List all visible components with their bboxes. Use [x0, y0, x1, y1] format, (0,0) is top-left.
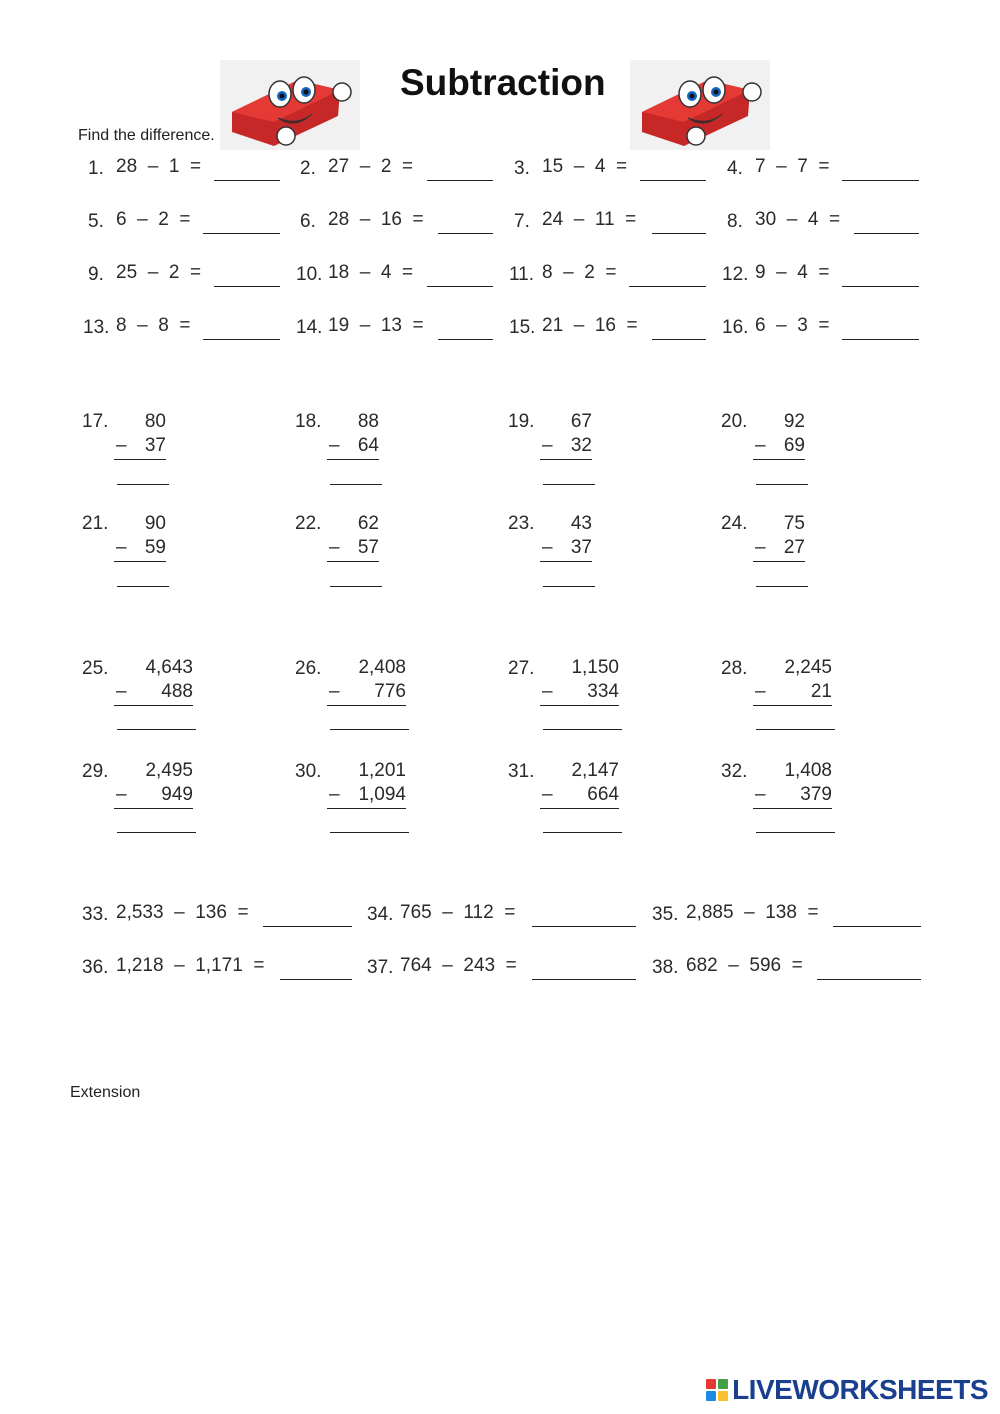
problem-expression: 1,218 – 1,171 = — [116, 955, 265, 976]
answer-blank[interactable] — [756, 484, 808, 485]
problem-number: 18. — [295, 411, 322, 432]
problem-expression: 6 – 3 = — [755, 315, 830, 336]
problem-number: 9. — [88, 264, 104, 285]
minus-sign: – — [329, 537, 340, 558]
sum-line — [540, 561, 592, 562]
problem-number: 31. — [508, 761, 535, 782]
answer-blank[interactable] — [543, 832, 622, 833]
sum-line — [114, 808, 193, 809]
brand-mark-icon — [706, 1379, 728, 1401]
subtrahend: 32 — [570, 435, 592, 456]
problem-number: 15. — [509, 317, 536, 338]
eraser-mascot-left — [220, 60, 360, 150]
minus-sign: – — [329, 681, 340, 702]
problem-expression: 15 – 4 = — [542, 156, 628, 177]
subtrahend: 69 — [783, 435, 805, 456]
sum-line — [327, 459, 379, 460]
problem-number: 33. — [82, 904, 109, 925]
problem-number: 37. — [367, 957, 394, 978]
minus-sign: – — [329, 435, 340, 456]
problem-number: 17. — [82, 411, 109, 432]
problem-expression: 6 – 2 = — [116, 209, 191, 230]
problem-number: 2. — [300, 158, 316, 179]
problem-expression: 682 – 596 = — [686, 955, 803, 976]
problem-expression: 8 – 2 = — [542, 262, 617, 283]
problem-number: 26. — [295, 658, 322, 679]
eraser-mascot-right — [630, 60, 770, 150]
problem-expression: 7 – 7 = — [755, 156, 830, 177]
problem-number: 35. — [652, 904, 679, 925]
minuend: 1,408 — [784, 760, 832, 781]
problem-expression: 28 – 1 = — [116, 156, 202, 177]
brand-name: LIVEWORKSHEETS — [732, 1374, 988, 1405]
minuend: 2,245 — [784, 657, 832, 678]
subtrahend: 488 — [161, 681, 193, 702]
answer-blank[interactable] — [756, 729, 835, 730]
answer-blank[interactable] — [117, 484, 169, 485]
problem-number: 8. — [727, 211, 743, 232]
problem-number: 6. — [300, 211, 316, 232]
answer-blank[interactable] — [203, 233, 280, 234]
sum-line — [327, 808, 406, 809]
problem-number: 23. — [508, 513, 535, 534]
sum-line — [114, 561, 166, 562]
answer-blank[interactable] — [543, 484, 595, 485]
problem-number: 29. — [82, 761, 109, 782]
problem-number: 1. — [88, 158, 104, 179]
problem-expression: 25 – 2 = — [116, 262, 202, 283]
minus-sign: – — [755, 784, 766, 805]
minus-sign: – — [116, 784, 127, 805]
answer-blank[interactable] — [543, 586, 595, 587]
problem-expression: 8 – 8 = — [116, 315, 191, 336]
sum-line — [327, 705, 406, 706]
problem-number: 16. — [722, 317, 749, 338]
sum-line — [540, 808, 619, 809]
problem-number: 5. — [88, 211, 104, 232]
answer-blank[interactable] — [833, 926, 921, 927]
minuend: 62 — [357, 513, 379, 534]
answer-blank[interactable] — [214, 180, 280, 181]
subtrahend: 664 — [587, 784, 619, 805]
answer-blank[interactable] — [532, 979, 636, 980]
problem-expression: 24 – 11 = — [542, 209, 637, 230]
problem-expression: 2,885 – 138 = — [686, 902, 819, 923]
problem-expression: 21 – 16 = — [542, 315, 638, 336]
minus-sign: – — [542, 435, 553, 456]
answer-blank[interactable] — [652, 233, 706, 234]
answer-blank[interactable] — [330, 586, 382, 587]
problem-number: 25. — [82, 658, 109, 679]
minuend: 1,150 — [571, 657, 619, 678]
problem-number: 4. — [727, 158, 743, 179]
answer-blank[interactable] — [330, 729, 409, 730]
problem-number: 36. — [82, 957, 109, 978]
sum-line — [753, 808, 832, 809]
answer-blank[interactable] — [842, 339, 919, 340]
problem-number: 20. — [721, 411, 748, 432]
sum-line — [540, 459, 592, 460]
eraser-mascot-icon — [630, 60, 770, 150]
extension-label: Extension — [70, 1084, 141, 1101]
liveworksheets-logo — [706, 1374, 988, 1406]
answer-blank[interactable] — [438, 339, 493, 340]
problem-number: 14. — [296, 317, 323, 338]
minuend: 2,408 — [358, 657, 406, 678]
answer-blank[interactable] — [117, 832, 196, 833]
minus-sign: – — [116, 435, 127, 456]
problem-number: 38. — [652, 957, 679, 978]
sum-line — [753, 459, 805, 460]
subtrahend: 949 — [161, 784, 193, 805]
subtrahend: 37 — [570, 537, 592, 558]
subtrahend: 57 — [357, 537, 379, 558]
answer-blank[interactable] — [214, 286, 280, 287]
problem-expression: 2,533 – 136 = — [116, 902, 249, 923]
answer-blank[interactable] — [543, 729, 622, 730]
subtrahend: 59 — [144, 537, 166, 558]
answer-blank[interactable] — [280, 979, 352, 980]
problem-expression: 19 – 13 = — [328, 315, 424, 336]
answer-blank[interactable] — [438, 233, 493, 234]
minus-sign: – — [542, 537, 553, 558]
sum-line — [540, 705, 619, 706]
minus-sign: – — [116, 681, 127, 702]
minuend: 1,201 — [358, 760, 406, 781]
problem-number: 10. — [296, 264, 323, 285]
problem-number: 21. — [82, 513, 109, 534]
problem-number: 11. — [509, 264, 535, 285]
sum-line — [114, 705, 193, 706]
subtrahend: 1,094 — [358, 784, 406, 805]
problem-number: 22. — [295, 513, 322, 534]
problem-expression: 764 – 243 = — [400, 955, 517, 976]
problem-expression: 18 – 4 = — [328, 262, 414, 283]
answer-blank[interactable] — [640, 180, 706, 181]
answer-blank[interactable] — [203, 339, 280, 340]
problem-number: 27. — [508, 658, 535, 679]
minuend: 88 — [357, 411, 379, 432]
minuend: 2,147 — [571, 760, 619, 781]
minus-sign: – — [755, 435, 766, 456]
problem-number: 32. — [721, 761, 748, 782]
subtrahend: 379 — [800, 784, 832, 805]
minus-sign: – — [116, 537, 127, 558]
minus-sign: – — [542, 784, 553, 805]
minus-sign: – — [755, 681, 766, 702]
answer-blank[interactable] — [330, 832, 409, 833]
answer-blank[interactable] — [756, 832, 835, 833]
problem-expression: 9 – 4 = — [755, 262, 830, 283]
answer-blank[interactable] — [629, 286, 706, 287]
answer-blank[interactable] — [427, 286, 493, 287]
answer-blank[interactable] — [330, 484, 382, 485]
sum-line — [753, 561, 805, 562]
minuend: 2,495 — [145, 760, 193, 781]
problem-expression: 27 – 2 = — [328, 156, 414, 177]
problem-number: 3. — [514, 158, 530, 179]
subtrahend: 27 — [783, 537, 805, 558]
problem-expression: 28 – 16 = — [328, 209, 424, 230]
answer-blank[interactable] — [427, 180, 493, 181]
subtrahend: 776 — [374, 681, 406, 702]
answer-blank[interactable] — [117, 586, 169, 587]
answer-blank[interactable] — [756, 586, 808, 587]
answer-blank[interactable] — [817, 979, 921, 980]
minuend: 80 — [144, 411, 166, 432]
subtrahend: 37 — [144, 435, 166, 456]
problem-number: 24. — [721, 513, 748, 534]
answer-blank[interactable] — [263, 926, 352, 927]
answer-blank[interactable] — [117, 729, 196, 730]
minus-sign: – — [542, 681, 553, 702]
minuend: 43 — [570, 513, 592, 534]
instruction-text: Find the difference. — [78, 127, 215, 144]
problem-number: 13. — [83, 317, 110, 338]
answer-blank[interactable] — [532, 926, 636, 927]
minus-sign: – — [755, 537, 766, 558]
minuend: 75 — [783, 513, 805, 534]
minuend: 90 — [144, 513, 166, 534]
eraser-mascot-icon — [220, 60, 360, 150]
sum-line — [114, 459, 166, 460]
subtrahend: 64 — [357, 435, 379, 456]
problem-number: 34. — [367, 904, 394, 925]
page-title: Subtraction — [400, 62, 606, 103]
sum-line — [753, 705, 832, 706]
problem-number: 12. — [722, 264, 749, 285]
minuend: 67 — [570, 411, 592, 432]
problem-number: 30. — [295, 761, 322, 782]
subtrahend: 334 — [587, 681, 619, 702]
answer-blank[interactable] — [842, 180, 919, 181]
problem-expression: 30 – 4 = — [755, 209, 841, 230]
minuend: 4,643 — [145, 657, 193, 678]
problem-number: 19. — [508, 411, 535, 432]
problem-number: 28. — [721, 658, 748, 679]
answer-blank[interactable] — [652, 339, 706, 340]
minus-sign: – — [329, 784, 340, 805]
problem-expression: 765 – 112 = — [400, 902, 516, 923]
answer-blank[interactable] — [842, 286, 919, 287]
sum-line — [327, 561, 379, 562]
minuend: 92 — [783, 411, 805, 432]
problem-number: 7. — [514, 211, 530, 232]
subtrahend: 21 — [810, 681, 832, 702]
answer-blank[interactable] — [854, 233, 919, 234]
